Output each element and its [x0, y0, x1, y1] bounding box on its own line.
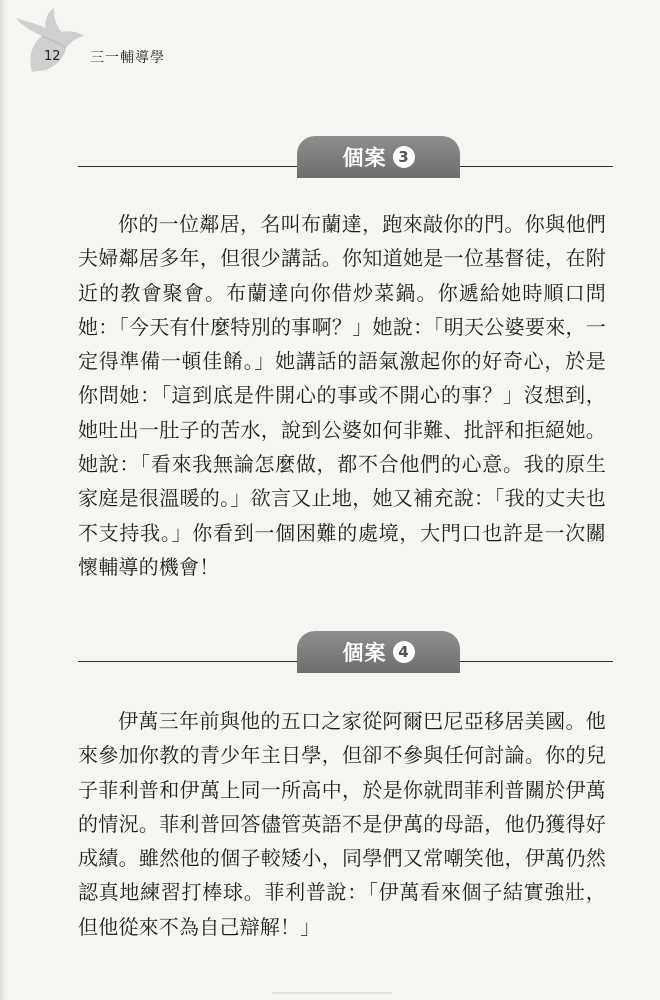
case-heading-3 [78, 136, 613, 178]
case-label: 個案 [342, 640, 387, 665]
case-heading-4 [78, 631, 613, 673]
case-tab [297, 631, 460, 673]
bottom-mark [272, 992, 392, 994]
case-3-text: 你的一位鄰居，名叫布蘭達，跑來敲你的門。你與他們夫婦鄰居多年，但很少講話。你知道她是一位基督徒，在附近的教會聚會。布蘭達向你借炒菜鍋。你遞給她時順口問她：「今天有什麼特別的事啊？」她說：「明天公婆要來，一定得準備一頓佳餚。」她講話的語氣激起你的好奇心，於是你問她：「這到底是件開心的事或不開心的事？」沒想到，她吐出一肚子的苦水，說到公婆如何非難、批評和拒絕她。她說：「看來我無論怎麼做，都不合他們的心意。我的原生家庭是很溫暖的。」欲言又止地，她又補充說：「我的丈夫也不支持我。」你看到一個困難的處境，大門口也許是一次關懷輔導的機會！ [78, 212, 606, 579]
page-edge [0, 0, 6, 1000]
page-number: 12 [44, 49, 61, 64]
dove-icon [10, 6, 90, 76]
page-header [0, 0, 660, 90]
case-tab [297, 136, 460, 178]
case-number-badge: 3 [393, 146, 415, 168]
case-label: 個案 [342, 145, 387, 170]
running-title: 三一輔導學 [90, 50, 165, 66]
case-4-text: 伊萬三年前與他的五口之家從阿爾巴尼亞移居美國。他來參加你教的青少年主日學，但卻不參與任何討論。你的兒子菲利普和伊萬上同一所高中，於是你就問菲利普關於伊萬的情況。菲利普回答儘管英語不是伊萬的母語，他仍獲得好成績。雖然他的個子較矮小，同學們又常嘲笑他，伊萬仍然認真地練習打棒球。菲利普說：「伊萬看來個子結實強壯，但他從來不為自己辯解！」 [78, 709, 606, 939]
case-number-badge: 4 [393, 641, 415, 663]
